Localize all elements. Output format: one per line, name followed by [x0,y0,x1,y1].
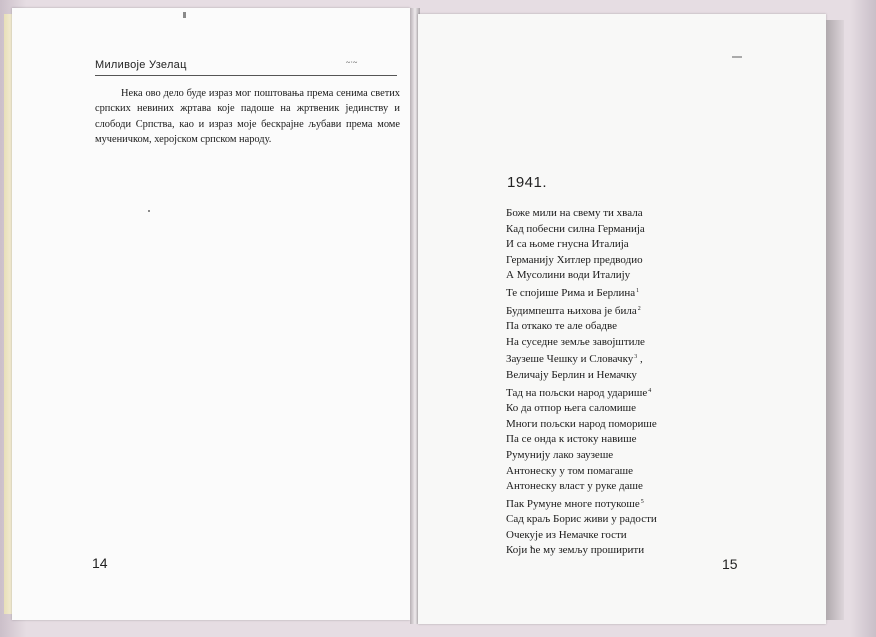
dedication-text: Нека ово дело буде израз мог поштовања према сенима светих српских невиних жртава које падоше на жртвеник јединству и слободи Српства, као и израз моје бескрајне љубави према моме мученичком, херојском српском народу. [95,88,400,146]
poem-line [506,335,726,351]
poem-line [506,302,726,320]
poem-line [506,448,726,464]
poem-line-text: Који ће му земљу проширити [506,544,645,557]
poem-line-text: Ко да отпор њега саломише [506,402,637,415]
poem-line [506,512,726,528]
poem-line [506,401,726,417]
poem-line [506,268,726,284]
poem-line [506,464,726,480]
poem-line [506,368,726,384]
poem-line [506,543,726,559]
poem-line-text: Многи пољски народ поморише [506,417,657,430]
right-page-edge [826,20,844,620]
poem-line-text: Антонеску у том помагаше [506,464,633,477]
poem-line-text: Па откако те але обадве [506,320,617,333]
year-heading: 1941. [507,174,548,191]
poem-line [506,284,726,302]
poem-line-text: Тад на пољски народ ударише [506,386,648,399]
poem-line-text: И са њоме гнусна Италија [506,238,629,251]
poem-line-text: Германију Хитлер предводио [506,253,643,266]
poem-line [506,350,726,368]
poem-line-text: Па се онда к истоку навише [506,433,637,446]
poem-line [506,237,726,253]
poem-line [506,417,726,433]
poem-line [506,319,726,335]
poem-line-text: Сад краљ Борис живи у радости [506,513,657,526]
poem-line [506,222,726,238]
footnote-marker: 2 [637,305,641,312]
ink-speck [183,12,186,18]
page-number-left: 14 [92,555,108,571]
poem-line-text: Величају Берлин и Немачку [506,368,637,381]
footnote-marker: 3 [634,354,638,361]
running-head: Миливоје Узелац [95,59,397,76]
poem-line-text: Боже мили на свему ти хвала [506,207,643,219]
page-number-right: 15 [722,556,738,572]
poem-line [506,479,726,495]
footnote-marker: 5 [640,498,644,505]
ink-speck [148,210,150,212]
dedication-paragraph [95,86,400,148]
poem-line [506,495,726,513]
poem-line [506,384,726,402]
poem-line-text: На суседне земље завојштиле [506,335,645,348]
ink-mark: ~·~ [346,58,358,67]
poem-line-text: Будимпешта њихова је била [506,304,637,317]
footnote-marker: 4 [648,387,652,394]
poem-line-text: Заузеше Чешку и Словачку [506,353,634,366]
poem-line-text: Румунију лако заузеше [506,448,614,461]
poem-line-text: Антонеску власт у руке даше [506,480,643,493]
poem-line-punctuation: , [637,353,643,366]
poem-line [506,528,726,544]
poem-line-text: Очекује из Немачке гости [506,528,627,541]
poem-line [506,253,726,269]
poem-line-text: Пак Румуне многе потукоше [506,497,640,510]
poem-line-text: Те спојише Рима и Берлина [506,286,636,299]
footnote-marker: 1 [636,287,640,294]
poem-line [506,206,726,222]
poem [506,206,726,559]
poem-line-text: Кад побесни силна Германија [506,222,645,235]
poem-line [506,432,726,448]
ink-speck [732,56,742,58]
poem-line-text: А Мусолини води Италију [506,269,631,282]
left-page-edge [4,14,12,614]
